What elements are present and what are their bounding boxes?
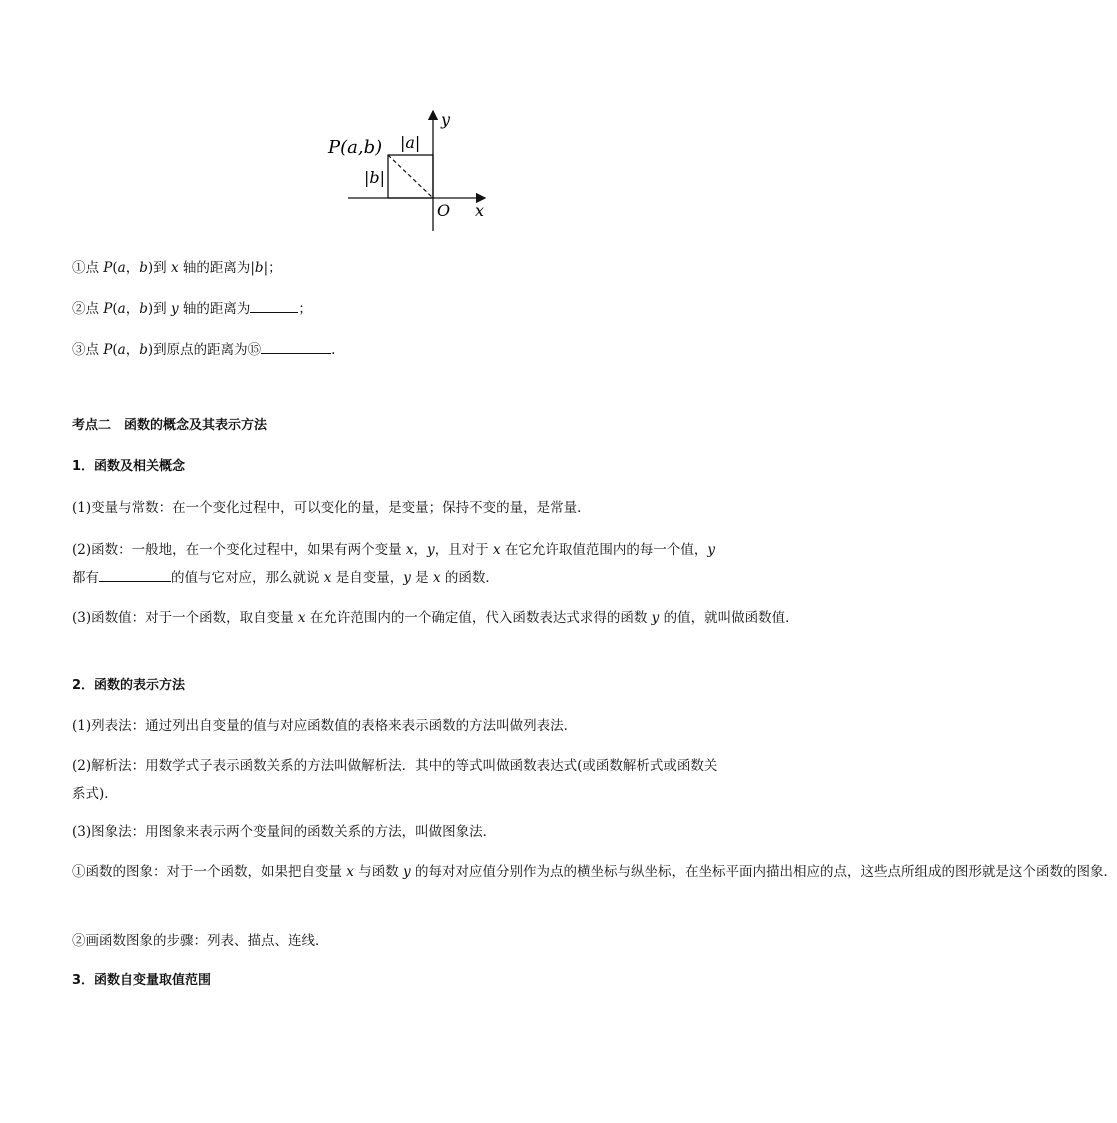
text: ，	[125, 301, 140, 317]
text: x	[297, 610, 306, 626]
text: x	[492, 542, 501, 558]
text: 轴的距离为|	[178, 260, 255, 276]
subheading-1: 1．函数及相关概念	[72, 459, 186, 474]
text: 的函数．	[440, 570, 499, 586]
text: b	[139, 260, 148, 276]
text: y	[427, 542, 435, 558]
text: ，	[125, 342, 140, 358]
text: P	[103, 342, 113, 358]
answer-blank	[99, 569, 171, 582]
answer-blank	[261, 341, 331, 354]
text: x	[405, 542, 414, 558]
paragraph-function-value	[72, 604, 799, 632]
x-axis-label: x	[475, 201, 485, 220]
text: 与函数	[353, 864, 404, 880]
text: (	[112, 342, 118, 358]
text: ①点	[72, 260, 104, 276]
y-axis-label: y	[441, 110, 451, 129]
text: 的值与它对应，那么就说	[171, 570, 324, 586]
text: ；	[298, 301, 312, 317]
text: P	[103, 260, 113, 276]
text: ①函数的图象：对于一个函数，如果把自变量	[72, 864, 347, 880]
paragraph-function-definition	[72, 536, 722, 592]
text: (	[112, 260, 118, 276]
text: ，	[413, 542, 428, 558]
text: 轴的距离为	[178, 301, 251, 317]
point-label: P(a,b)	[328, 137, 383, 158]
paragraph-analytic-method: (2)解析法：用数学式子表示函数关系的方法叫做解析法．其中的等式叫做函数表达式(或函数解析式或函数关系式)．	[72, 758, 718, 802]
text: a	[117, 260, 126, 276]
text: 是自变量，	[331, 570, 404, 586]
subheading-3: 3．函数自变量取值范围	[72, 973, 212, 988]
text: (2)函数：一般地，在一个变化过程中，如果有两个变量	[72, 542, 406, 558]
text: b	[139, 301, 148, 317]
text: y	[651, 610, 660, 626]
text: 在允许范围内的一个确定值，代入函数表达式求得的函数	[305, 610, 652, 626]
text: P	[103, 301, 113, 317]
text: b	[139, 342, 148, 358]
text: x	[346, 864, 354, 880]
abs-a-label: |a|	[400, 133, 421, 152]
text: .	[331, 342, 336, 358]
paragraph-graph-steps: ②画函数图象的步骤：列表、描点、连线．	[72, 933, 329, 949]
distance-to-x-axis	[72, 258, 282, 278]
text: y	[403, 570, 411, 586]
section-heading: 考点二 函数的概念及其表示方法	[72, 418, 268, 433]
text: 都有	[72, 570, 99, 586]
text: ③点	[72, 342, 104, 358]
text: 是	[410, 570, 433, 586]
abs-b-label: |b|	[364, 168, 386, 187]
text: x	[432, 570, 441, 586]
paragraph-list-method: (1)列表法：通过列出自变量的值与对应函数值的表格来表示函数的方法叫做列表法．	[72, 718, 578, 734]
text: |；	[263, 260, 282, 276]
text: b	[254, 260, 264, 276]
distance-to-origin	[72, 340, 335, 360]
text: y	[707, 542, 716, 558]
text: (3)函数值：对于一个函数，取自变量	[72, 610, 298, 626]
diagonal-dashed-line	[388, 155, 433, 198]
text: 的值，就叫做函数值．	[659, 610, 799, 626]
text: )到	[147, 260, 171, 276]
text: 在它允许取值范围内的每一个值，	[500, 542, 708, 558]
origin-label: O	[437, 201, 451, 220]
coordinate-figure	[320, 105, 500, 235]
text: ②点	[72, 301, 104, 317]
text: )到原点的距离为⑮	[147, 342, 262, 358]
paragraph-function-graph	[72, 858, 1117, 886]
text: a	[117, 342, 126, 358]
text: y	[170, 301, 179, 317]
text: x	[170, 260, 179, 276]
text: y	[403, 864, 411, 880]
text: a	[117, 301, 126, 317]
paragraph-graph-method: (3)图象法：用图象来表示两个变量间的函数关系的方法，叫做图象法．	[72, 824, 497, 840]
text: 的每对对应值分别作为点的横坐标与纵坐标，在坐标平面内描出相应的点，这些点所组成的图形就是这个函数的图象．	[410, 864, 1117, 880]
text: x	[323, 570, 332, 586]
paragraph-variables: (1)变量与常数：在一个变化过程中，可以变化的量，是变量；保持不变的量，是常量．	[72, 500, 591, 516]
answer-blank	[250, 300, 298, 313]
subheading-2: 2．函数的表示方法	[72, 678, 186, 693]
text: )到	[147, 301, 171, 317]
text: (	[112, 301, 118, 317]
text: ，	[125, 260, 140, 276]
distance-to-y-axis	[72, 299, 312, 319]
text: ，且对于	[434, 542, 493, 558]
